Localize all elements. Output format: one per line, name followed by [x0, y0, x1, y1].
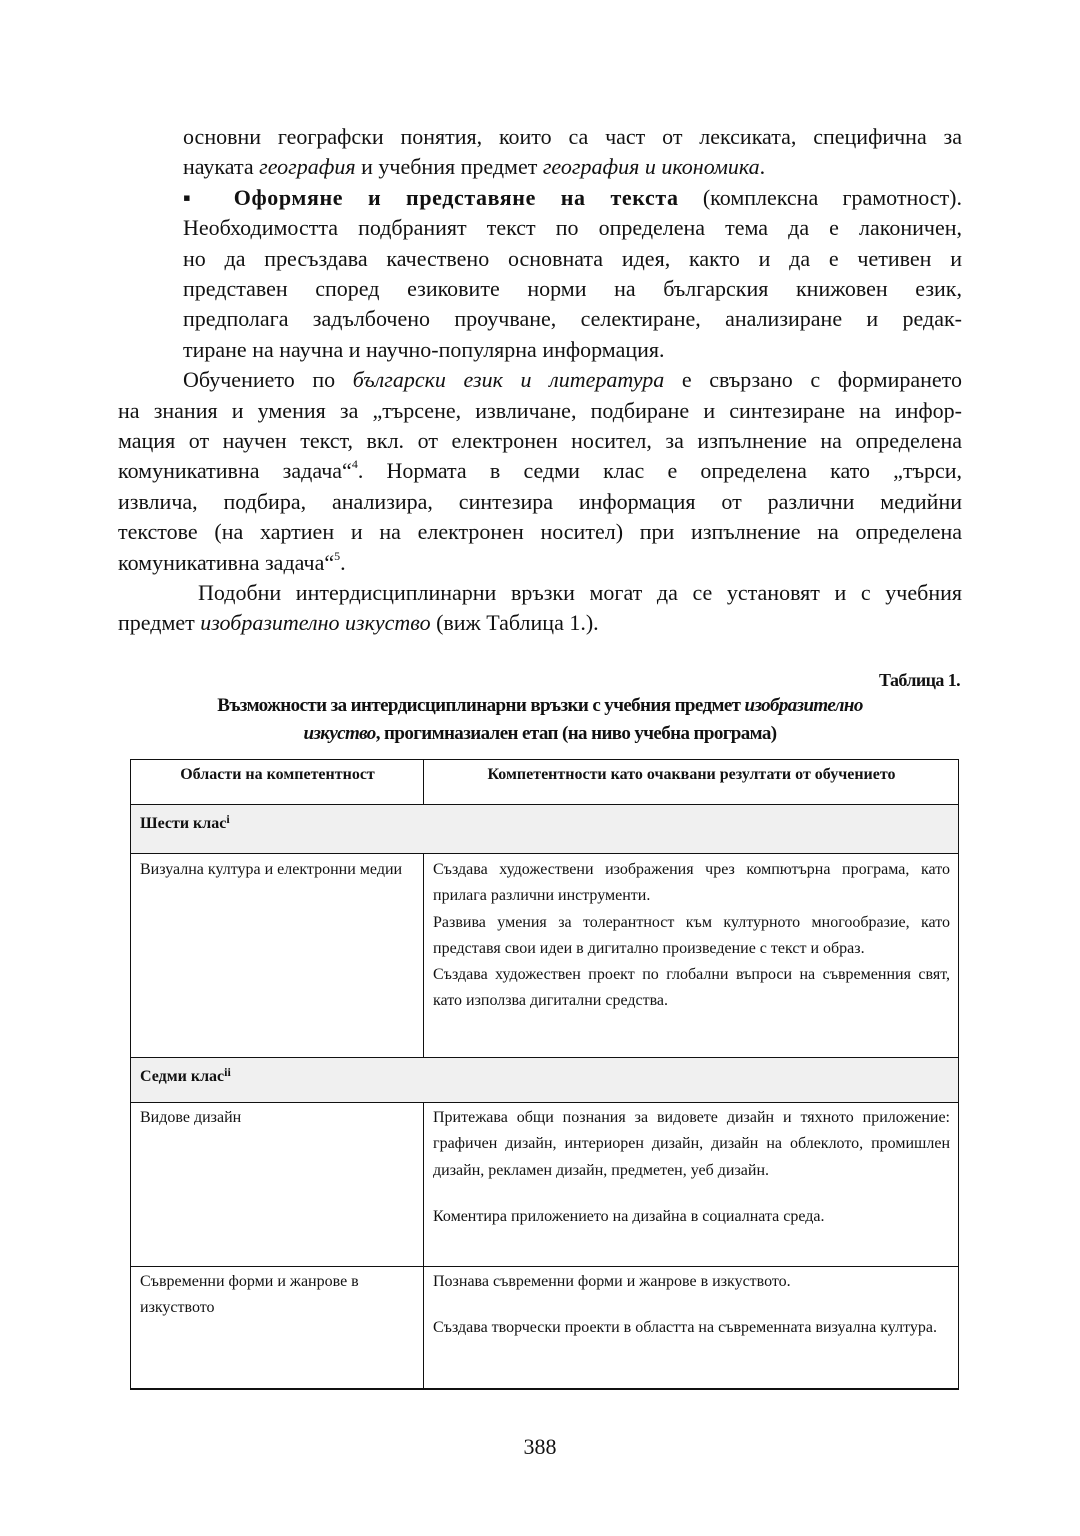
body-line — [183, 122, 962, 152]
text-segment: предполага задълбочено проучване, селектиране, анализиране и редак- — [183, 306, 962, 332]
competence-item: Създава художествен проект по глобални въпроси на съвременния свят, като използва дигитални средства. — [433, 966, 950, 1010]
bold-heading-text: Оформяне и представяне на текста — [233, 184, 679, 210]
group-label-text: Седми клас — [140, 1068, 225, 1085]
body-line — [118, 487, 962, 517]
text-segment: извлича, подбира, анализира, синтезира информация от различни медийни — [118, 488, 962, 514]
text-segment: текстове (на хартиен и на електронен носител) при изпълнение на определена — [118, 519, 962, 545]
table-header-row — [131, 760, 959, 805]
table-label: Таблица 1. — [879, 670, 960, 690]
body-line — [183, 152, 765, 182]
table-title-text: , прогимназиален етап (на ниво учебна програма) — [375, 723, 777, 744]
text-segment: Подобни интердисциплинарни връзки могат да се установят и с учебния — [198, 580, 962, 605]
header-competences: Компетентности като очаквани резултати от обучението — [424, 760, 959, 805]
italic-text: изобразително изкуство — [200, 610, 431, 636]
competence-table — [130, 759, 959, 1390]
body-line — [183, 274, 962, 304]
table-title-italic: изобразително — [744, 695, 863, 716]
italic-text: география — [259, 154, 356, 180]
text-segment: мация от научен текст, вкл. от електронен носител, за изпълнение на определена — [118, 428, 962, 453]
text-segment: науката — [183, 154, 260, 180]
body-line — [183, 213, 962, 243]
table-title-text: Възможности за интердисциплинарни връзки с учебния предмет — [217, 695, 745, 716]
text-segment: предмет — [118, 610, 201, 636]
competence-item: Развива умения за толерантност към културното многообразие, като представя свои идеи в дигитално произведение с текст и образ. — [433, 913, 950, 957]
body-line — [198, 578, 962, 608]
header-areas: Области на компетентност — [131, 760, 424, 805]
competence-cell — [424, 1267, 959, 1389]
italic-text: български език и литература — [352, 367, 665, 393]
body-line — [183, 365, 962, 395]
table-row — [131, 1103, 959, 1267]
body-line — [183, 183, 962, 213]
table-title-line-1 — [0, 695, 1080, 717]
endnote-marker: i — [226, 812, 230, 826]
group-row-sixth-grade — [131, 805, 959, 854]
competence-item: Притежава общи познания за видовете дизайн и тяхното приложение: графичен дизайн, интериорен дизайн, дизайн на облеклото, промишлен дизайн, рекламен дизайн, предметен, уеб дизайн. — [433, 1109, 950, 1179]
text-segment: . — [759, 154, 766, 180]
body-line — [118, 456, 962, 486]
table-row — [131, 1267, 959, 1389]
endnote-marker: ii — [224, 1065, 231, 1079]
table-title-italic: изкуство — [303, 723, 376, 744]
italic-text: география и икономика — [542, 154, 760, 180]
body-line — [118, 548, 346, 578]
competence-cell — [424, 1103, 959, 1267]
text-segment: на знания и умения за „търсене, извличане, подбиране и синтезиране на инфор- — [118, 397, 962, 423]
table-title-line-2 — [0, 723, 1080, 745]
text-segment: тиране на научна и научно-популярна информация. — [183, 336, 665, 362]
text-segment: и учебния предмет — [355, 154, 543, 180]
body-line — [118, 517, 962, 547]
body-line — [118, 396, 962, 426]
area-cell: Съвременни форми и жанрове в изкуството — [131, 1267, 424, 1389]
text-segment: . Нормата в седми клас е определена като „търси, — [357, 458, 962, 484]
body-line — [118, 426, 962, 456]
group-label — [131, 805, 959, 854]
text-segment: е свързано с формирането — [664, 367, 962, 393]
text-segment: комуникативна задача“ — [118, 549, 335, 575]
text-segment: комуникативна задача“ — [118, 458, 352, 484]
area-cell: Визуална култура и електронни медии — [131, 854, 424, 1058]
competence-item: Познава съвременни форми и жанрове в изкуството. — [433, 1273, 791, 1290]
text-segment: но да пресъздава качествено основната идея, както и да е четивен и — [183, 245, 962, 271]
text-segment: (виж Таблица 1.). — [430, 610, 599, 636]
text-segment: . — [340, 549, 346, 575]
body-line — [118, 608, 599, 638]
competence-cell — [424, 854, 959, 1058]
body-line — [183, 304, 962, 334]
group-label — [131, 1058, 959, 1103]
area-cell: Видове дизайн — [131, 1103, 424, 1267]
text-segment: представен според езиковите норми на българския книжовен език, — [183, 276, 962, 301]
body-line — [183, 244, 962, 274]
footnote-marker[interactable]: 4 — [351, 457, 358, 472]
text-segment: Обучението по — [183, 367, 353, 393]
text-segment: Необходимостта подбраният текст по определена тема да е лаконичен, — [183, 215, 962, 241]
competence-item: Създава художествени изображения чрез компютърна програма, като прилага различни инструменти. — [433, 861, 950, 905]
group-label-text: Шести клас — [140, 815, 227, 832]
table-row — [131, 854, 959, 1058]
group-row-seventh-grade — [131, 1058, 959, 1103]
text-segment: (комплексна грамотност). — [678, 184, 962, 210]
body-line — [183, 335, 665, 365]
text-segment: основни географски понятия, които са част от лексиката, специфична за — [183, 124, 962, 149]
competence-item: Създава творчески проекти в областта на съвременната визуална култура. — [433, 1319, 937, 1337]
page-number: 388 — [523, 1434, 557, 1459]
text-segment: ▪ — [183, 184, 234, 210]
competence-item: Коментира приложението на дизайна в социалната среда. — [433, 1207, 825, 1225]
footnote-marker[interactable]: 5 — [334, 548, 341, 563]
